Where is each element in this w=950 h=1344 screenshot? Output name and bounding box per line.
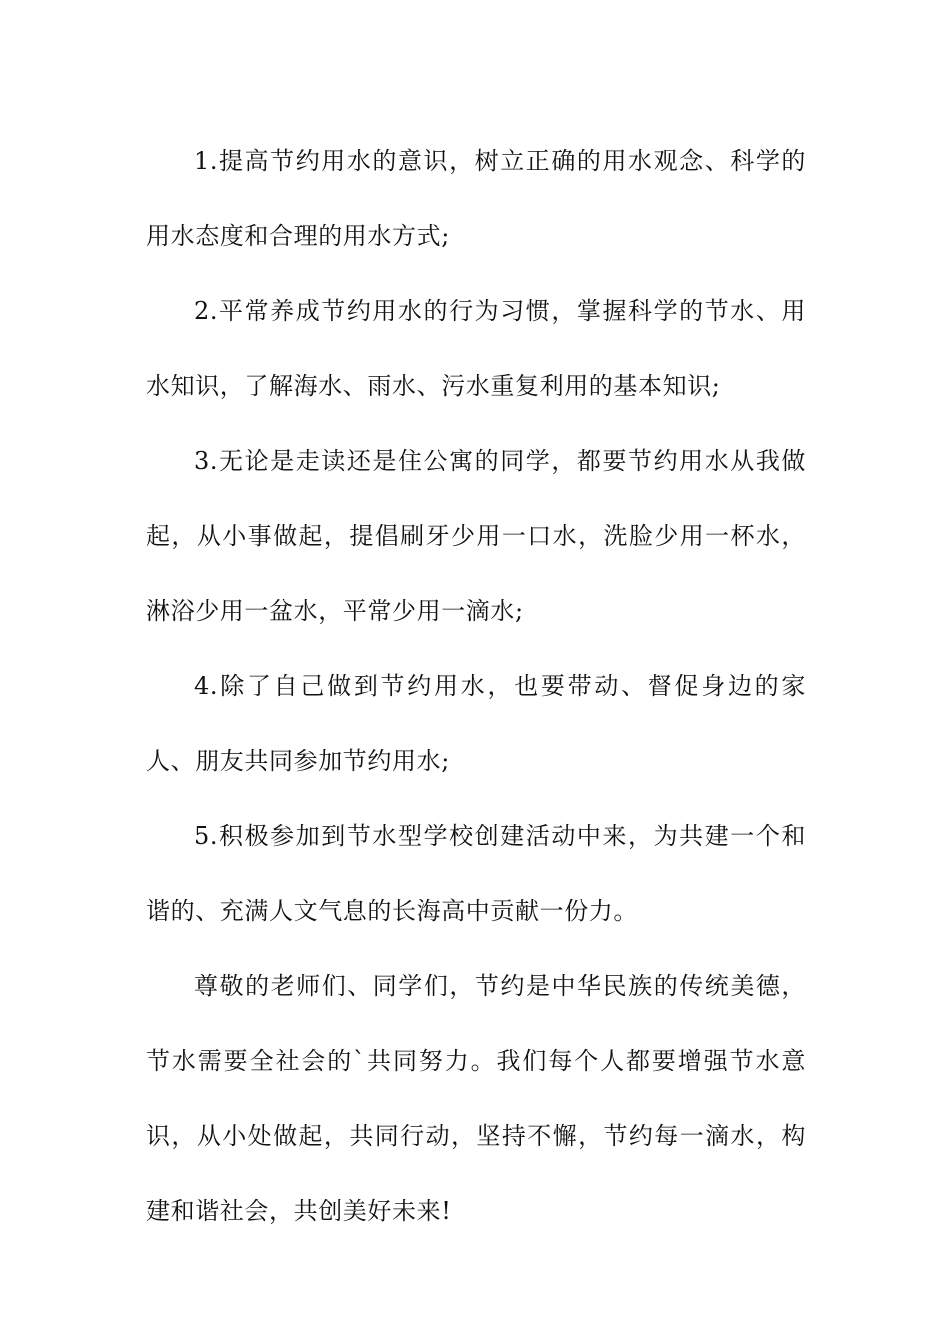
paragraph-item-1: 1.提高节约用水的意识，树立正确的用水观念、科学的用水态度和合理的用水方式;	[146, 147, 806, 250]
paragraph-item-4: 4.除了自己做到节约用水，也要带动、督促身边的家人、朋友共同参加节约用水;	[146, 672, 806, 775]
paragraph-item-3: 3.无论是走读还是住公寓的同学，都要节约用水从我做起，从小事做起，提倡刷牙少用一口水，洗脸少用一杯水，淋浴少用一盆水，平常少用一滴水;	[146, 447, 806, 625]
closing-paragraph: 尊敬的老师们、同学们，节约是中华民族的传统美德，节水需要全社会的`共同努力。我们每个人都要增强节水意识，从小处做起，共同行动，坚持不懈，节约每一滴水，构建和谐社会，共创美好未来!	[146, 972, 806, 1225]
document-body	[146, 124, 806, 1249]
paragraph-item-2: 2.平常养成节约用水的行为习惯，掌握科学的节水、用水知识，了解海水、雨水、污水重复利用的基本知识;	[146, 297, 806, 400]
paragraph-item-5: 5.积极参加到节水型学校创建活动中来，为共建一个和谐的、充满人文气息的长海高中贡献一份力。	[146, 822, 806, 925]
